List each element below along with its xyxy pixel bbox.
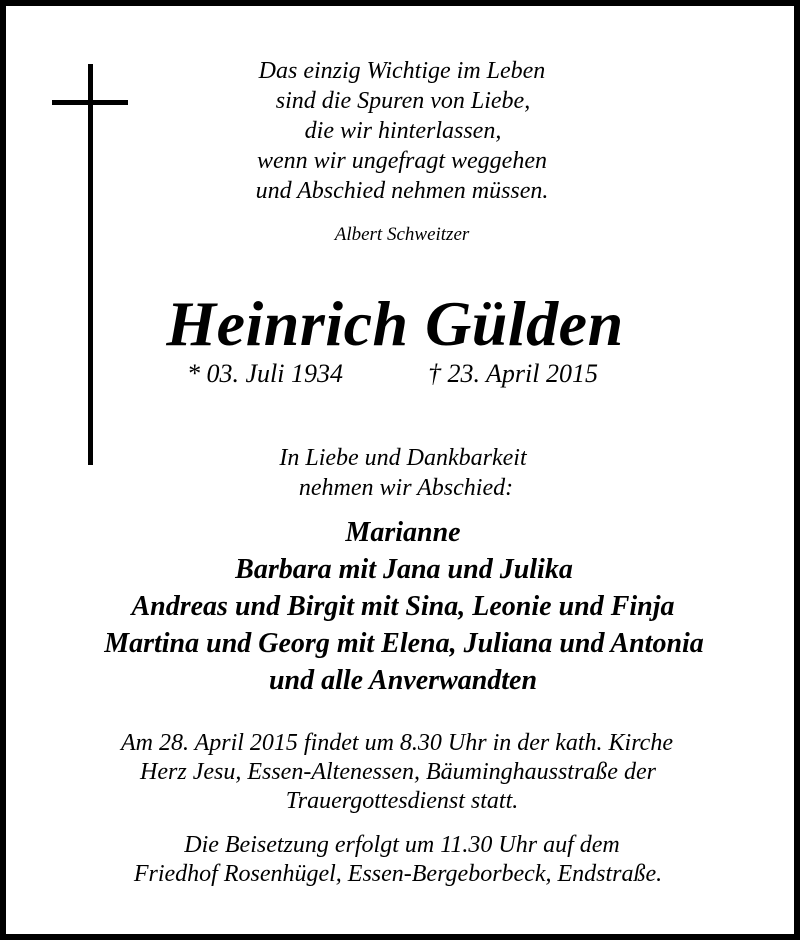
birth-date: * 03. Juli 1934	[187, 359, 343, 388]
service-line: Trauergottesdienst statt.	[285, 788, 519, 814]
quote-line: die wir hinterlassen,	[304, 118, 502, 144]
farewell-text	[0, 443, 800, 503]
mourner-line: Andreas und Birgit mit Sina, Leonie und Finja	[131, 591, 675, 622]
death-date: † 23. April 2015	[428, 359, 598, 388]
mourners-list	[0, 514, 800, 699]
quote-line: Das einzig Wichtige im Leben	[258, 58, 546, 84]
farewell-line: nehmen wir Abschied:	[298, 475, 514, 501]
service-announcement	[0, 729, 800, 816]
service-line: Herz Jesu, Essen-Altenessen, Bäuminghausstraße der	[140, 759, 656, 785]
mourner-line: Marianne	[345, 517, 461, 548]
memorial-quote	[0, 56, 800, 206]
mourner-line: und alle Anverwandten	[268, 665, 538, 696]
mourner-line: Martina und Georg mit Elena, Juliana und Antonia	[104, 628, 704, 659]
quote-line: wenn wir ungefragt weggehen	[257, 148, 547, 174]
mourner-line: Barbara mit Jana und Julika	[235, 554, 573, 585]
farewell-line: In Liebe und Dankbarkeit	[279, 445, 527, 471]
burial-line: Die Beisetzung erfolgt um 11.30 Uhr auf dem	[184, 832, 620, 858]
deceased-name: Heinrich Gülden	[166, 288, 624, 359]
burial-line: Friedhof Rosenhügel, Essen-Bergeborbeck, Endstraße.	[133, 861, 663, 887]
quote-line: und Abschied nehmen müssen.	[255, 178, 549, 204]
burial-announcement	[0, 831, 800, 889]
service-line: Am 28. April 2015 findet um 8.30 Uhr in der kath. Kirche	[121, 730, 673, 756]
quote-line: sind die Spuren von Liebe,	[275, 88, 531, 114]
quote-author: Albert Schweitzer	[334, 224, 470, 245]
